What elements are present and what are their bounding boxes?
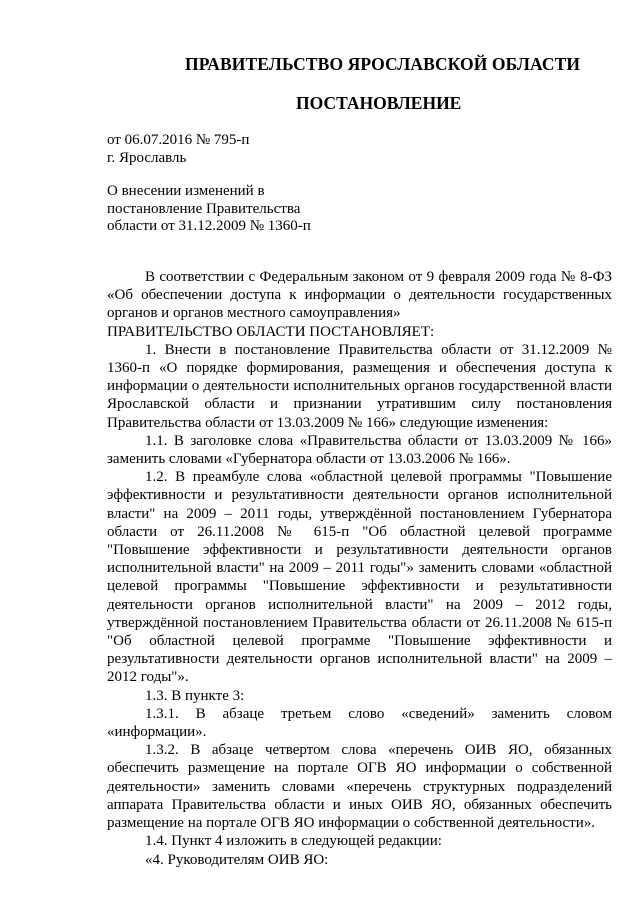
paragraph-1-3: 1.3. В пункте 3: — [145, 687, 245, 704]
document-type-title: ПОСТАНОВЛЕНИЕ — [296, 93, 462, 113]
paragraph-1-3-2: 1.3.2. В абзаце четвертом слова «перечень ОИВ ЯО, обязанных обеспечить размещение на портале ОГВ ЯО информации о собственной деятельности» заменить словами «перечень структурных подразделений аппарата Правительства области и иных ОИВ ЯО, обязанных обеспечить размещение на портале ОГВ ЯО информации о собственной деятельности». — [107, 742, 612, 832]
document-subject — [107, 183, 311, 236]
organization-title: ПРАВИТЕЛЬСТВО ЯРОСЛАВСКОЙ ОБЛАСТИ — [185, 54, 581, 74]
date-number: от 06.07.2016 № 795-п — [107, 132, 250, 148]
decree-line: ПРАВИТЕЛЬСТВО ОБЛАСТИ ПОСТАНОВЛЯЕТ: — [107, 323, 435, 340]
paragraph-1-4: 1.4. Пункт 4 изложить в следующей редакции: — [145, 833, 442, 850]
paragraph-1: 1. Внести в постановление Правительства области от 31.12.2009 № 1360-п «О порядке формирования, размещения и обеспечения доступа к информации о деятельности исполнительных органов государственной власти Ярославской области и признании утратившим силу постановления Правительства области от 13.03.2009 № 166» следующие изменения: — [107, 341, 612, 431]
city: г. Ярославль — [107, 149, 187, 166]
subject-line-2: постановление Правительства — [107, 200, 301, 217]
paragraph-1-4-quote: «4. Руководителям ОИВ ЯО: — [145, 851, 329, 868]
subject-line-3: области от 31.12.2009 № 1360-п — [107, 218, 311, 234]
paragraph-1-1: 1.1. В заголовке слова «Правительства области от 13.03.2009 № 166» заменить словами «Губернатора области от 13.03.2006 № 166». — [107, 432, 612, 468]
preamble-paragraph: В соответствии с Федеральным законом от 9 февраля 2009 года № 8-ФЗ «Об обеспечении доступа к информации о деятельности государственных органов и органов местного самоуправления» — [107, 269, 612, 322]
document-body — [107, 268, 612, 869]
subject-line-1: О внесении изменений в — [107, 183, 265, 199]
document-meta — [107, 132, 249, 167]
paragraph-1-3-1: 1.3.1. В абзаце третьем слово «сведений» заменить словом «информации». — [107, 705, 612, 741]
paragraph-1-2: 1.2. В преамбуле слова «областной целевой программы "Повышение эффективности и результативности деятельности органов исполнительной власти" на 2009 – 2011 годы, утверждённой постановлением Губернатора области от 26.11.2008 № 615-п "Об областной целевой программе "Повышение эффективности и результативности деятельности органов исполнительной власти" на 2009 – 2011 годы"» заменить словами «областной целевой программы "Повышение эффективности и результативности деятельности органов исполнительной власти" на 2009 – 2012 годы, утверждённой постановлением Правительства области от 26.11.2008 № 615-п "Об областной целевой программе "Повышение эффективности и результативности деятельности органов исполнительной власти" на 2009 – 2012 годы"». — [107, 469, 612, 686]
